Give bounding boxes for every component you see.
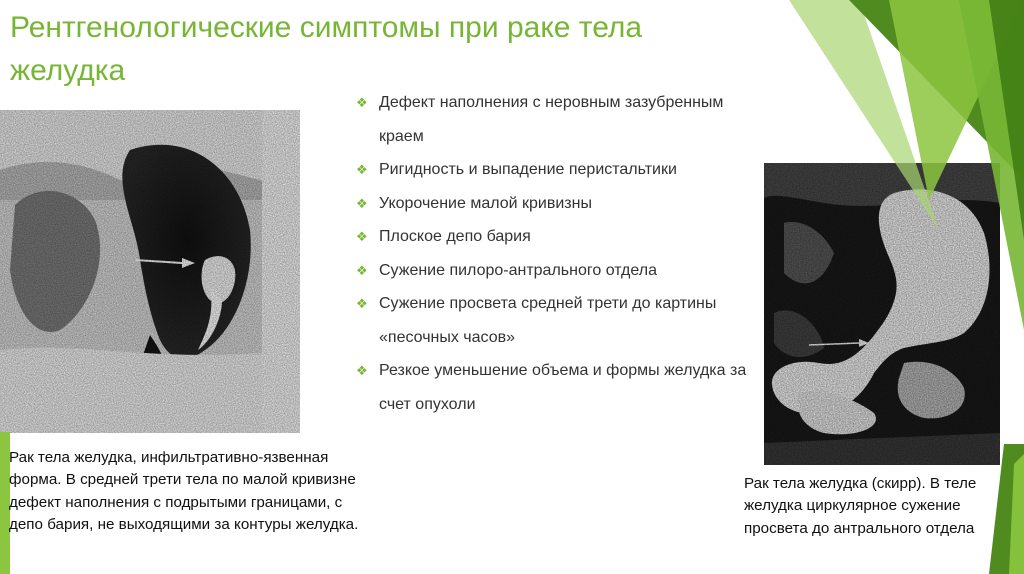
list-item: ❖ Сужение пилоро-антрального отдела xyxy=(356,254,766,288)
xray-image-left xyxy=(0,110,300,433)
diamond-bullet-icon: ❖ xyxy=(356,162,368,177)
list-item: ❖ Дефект наполнения с неровным зазубренным краем xyxy=(356,86,766,153)
list-item: ❖ Плоское депо бария xyxy=(356,220,766,254)
page-title: Рентгенологические симптомы при раке тела желудка xyxy=(10,11,643,87)
list-item: ❖ Сужение просвета средней трети до картины «песочных часов» xyxy=(356,287,766,354)
list-item: ❖ Укорочение малой кривизны xyxy=(356,187,766,221)
diamond-bullet-icon: ❖ xyxy=(356,262,368,278)
symptom-list xyxy=(356,86,766,421)
diamond-bullet-icon: ❖ xyxy=(356,229,368,244)
list-item: ❖ Ригидность и выпадение перистальтики xyxy=(356,153,766,187)
diamond-bullet-icon: ❖ xyxy=(356,363,368,378)
diamond-bullet-icon: ❖ xyxy=(356,95,368,110)
diamond-bullet-icon: ❖ xyxy=(356,296,368,311)
diamond-bullet-icon: ❖ xyxy=(356,195,368,211)
caption-right: Рак тела желудка (скирр). В теле желудка циркулярное сужение просвета до антрального отдела xyxy=(744,475,977,537)
list-item: ❖ Резкое уменьшение объема и формы желудка за счет опухоли xyxy=(356,354,766,421)
caption-left: Рак тела желудка, инфильтративно-язвенная форма. В средней трети тела по малой кривизне дефект наполнения с подрытыми границами, с депо бария, не выходящими за контуры желудка. xyxy=(9,449,359,534)
